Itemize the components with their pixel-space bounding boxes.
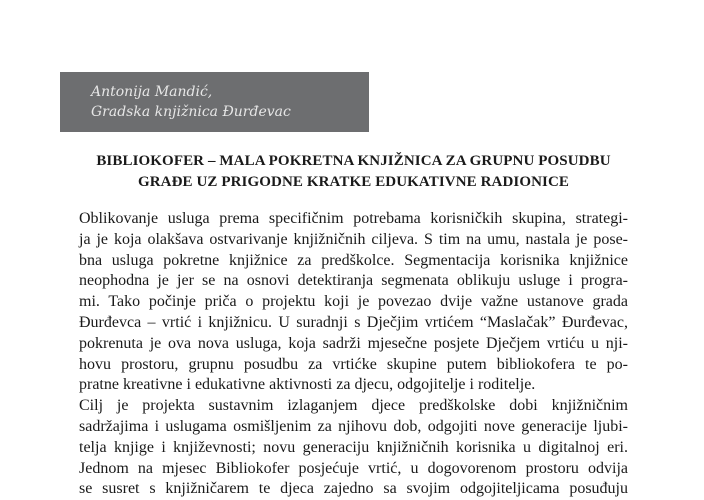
body-line: Cilj je projekta sustavnim izlaganjem djece predškolske dobi knjižničnim xyxy=(79,397,628,415)
body-line: Jednom na mjesec Bibliokofer posjećuje vrtić, u dogovorenom prostoru odvija xyxy=(79,459,628,477)
title-line: BIBLIOKOFER – MALA POKRETNA KNJIŽNICA ZA GRUPNU POSUDBU xyxy=(96,153,611,169)
body-line: telja knjige i književnosti; novu generaciju knjižničnih korisnika u digitalnoj eri. xyxy=(79,438,628,456)
body-line: mi. Tako počinje priča o projektu koji je povezao dvije važne ustanove grada xyxy=(79,293,628,311)
author-box xyxy=(60,72,369,132)
body-line: pokrenuta je ova nova usluga, koja sadrži mjesečne posjete Dječjem vrtiću u nji- xyxy=(79,334,628,352)
article-body xyxy=(79,209,628,500)
body-line: Oblikovanje usluga prema specifičnim potrebama korisničkih skupina, strategi- xyxy=(79,210,628,227)
body-line: sadržajima i uslugama osmišljenim za njihovu dob, odgojiti nove generacije ljubi- xyxy=(79,417,628,435)
body-line: pratne kreativne i edukativne aktivnosti za djecu, odgojitelje i roditelje. xyxy=(79,376,536,394)
body-line: se susret s knjižničarem te djeca zajedno sa svojim odgojiteljicama posuđuju xyxy=(79,480,628,498)
body-line: bna usluga pokretne knjižnice za predškolce. Segmentacija korisnika knjižnice xyxy=(79,251,628,269)
title-line: GRAĐE UZ PRIGODNE KRATKE EDUKATIVNE RADIONICE xyxy=(137,174,570,190)
body-line: neophodna je jer se na osnovi detektiranja segmenata oblikuju usluge i progra- xyxy=(79,272,628,290)
author-affiliation: Gradska knjižnica Đurđevac xyxy=(91,104,291,120)
body-line: ja je koja olakšava ostvarivanje knjižničnih ciljeva. S tim na umu, nastala je pose- xyxy=(79,230,628,248)
body-line: Đurđevca – vrtić i knjižnicu. U suradnji s Dječjim vrtićem “Maslačak” Đurđevac, xyxy=(79,313,628,331)
article-title xyxy=(78,151,629,193)
body-line: hovu prostoru, grupnu posudbu za vrtićke skupine putem bibliokofera te po- xyxy=(79,355,628,373)
author-name: Antonija Mandić, xyxy=(91,84,213,100)
